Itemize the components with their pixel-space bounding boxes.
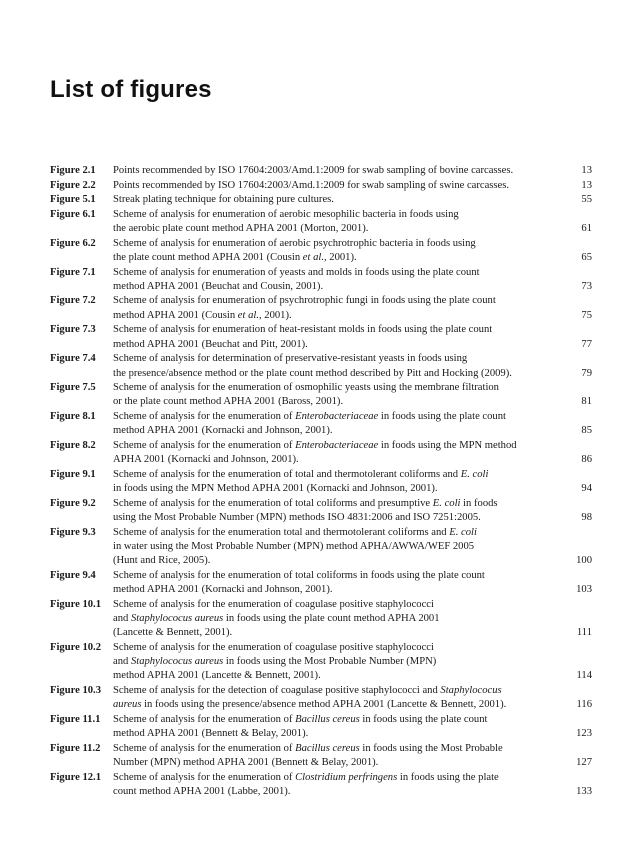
caption-line	[113, 641, 556, 655]
caption-text: Scheme of analysis for the enumeration total and thermotolerant coliforms and	[113, 526, 450, 538]
italic-term: aureus	[113, 699, 142, 711]
caption-text: in foods using the plate count	[378, 411, 506, 423]
italic-term: et al.,	[302, 251, 327, 263]
caption-text: Scheme of analysis for enumeration of heat-resistant molds in foods using the plate count	[113, 324, 493, 336]
caption-text: APHA 2001 (Kornacki and Johnson, 2001).	[113, 454, 299, 466]
caption-line	[113, 756, 556, 770]
italic-term: E. coli	[432, 497, 461, 509]
caption-line	[113, 424, 556, 438]
figure-caption	[113, 569, 562, 598]
caption-line	[113, 237, 556, 251]
figure-entry[interactable]	[50, 164, 592, 178]
caption-text: Scheme of analysis for the enumeration of	[113, 713, 296, 725]
caption-text: in foods using the Most Probable Number (MPN)	[223, 656, 437, 668]
page-number: 98	[581, 511, 592, 523]
figure-caption	[113, 742, 562, 771]
caption-text: Number (MPN) method APHA 2001 (Bennett & Belay, 2001).	[113, 757, 379, 769]
caption-text: Scheme of analysis for enumeration of aerobic psychrotrophic bacteria in foods using	[113, 237, 476, 249]
figure-entry[interactable]	[50, 468, 592, 497]
figure-caption	[113, 713, 562, 742]
figure-entry[interactable]	[50, 208, 592, 237]
figure-label: Figure 12.1	[50, 771, 102, 783]
caption-line	[113, 468, 556, 482]
page-number: 13	[581, 179, 592, 191]
caption-line	[113, 742, 556, 756]
page-number: 114	[576, 670, 592, 682]
caption-line	[113, 352, 556, 366]
figure-label: Figure 7.4	[50, 353, 96, 365]
caption-text: Points recommended by ISO 17604:2003/Amd.1:2009 for swab sampling of swine carcasses.	[113, 179, 510, 191]
caption-line	[113, 338, 556, 352]
figure-entry[interactable]	[50, 237, 592, 266]
caption-text: method APHA 2001 (Beuchat and Cousin, 2001).	[113, 280, 324, 292]
caption-text: Scheme of analysis for determination of preservative-resistant yeasts in foods using	[113, 353, 468, 365]
caption-text: method APHA 2001 (Kornacki and Johnson, 2001).	[113, 425, 333, 437]
caption-text: method APHA 2001 (Cousin	[113, 309, 238, 321]
caption-line	[113, 179, 556, 193]
caption-line	[113, 598, 556, 612]
figure-label: Figure 9.4	[50, 569, 96, 581]
page-number: 127	[576, 757, 592, 769]
caption-text: 2001).	[261, 309, 292, 321]
figure-entry[interactable]	[50, 771, 592, 800]
page-number: 94	[581, 483, 592, 495]
page-number: 123	[576, 728, 592, 740]
figure-label: Figure 8.1	[50, 411, 96, 423]
caption-text: in foods using the Most Probable	[359, 742, 503, 754]
caption-text: Scheme of analysis for the enumeration of	[113, 439, 296, 451]
caption-line	[113, 540, 556, 554]
figure-caption	[113, 179, 562, 193]
figure-caption	[113, 526, 562, 569]
page-number: 65	[581, 251, 592, 263]
caption-text: method APHA 2001 (Kornacki and Johnson, 2001).	[113, 584, 333, 596]
italic-term: Clostridium perfringens	[295, 771, 398, 783]
italic-term: Bacillus cereus	[295, 742, 360, 754]
italic-term: Enterobacteriaceae	[295, 439, 379, 451]
figure-entry[interactable]	[50, 439, 592, 468]
caption-line	[113, 713, 556, 727]
caption-line	[113, 164, 556, 178]
italic-term: Staphylococus	[440, 685, 502, 697]
page-number: 55	[581, 194, 592, 206]
figure-entry[interactable]	[50, 179, 592, 193]
page-number: 86	[581, 454, 592, 466]
caption-line	[113, 511, 556, 525]
caption-line	[113, 655, 556, 669]
figure-label: Figure 7.1	[50, 266, 96, 278]
caption-text: (Hunt and Rice, 2005).	[113, 555, 211, 567]
page-number: 73	[581, 280, 592, 292]
italic-term: Staphylococus aureus	[130, 612, 224, 624]
caption-text: (Lancette & Bennett, 2001).	[113, 627, 233, 639]
figure-label: Figure 9.3	[50, 526, 96, 538]
caption-line	[113, 497, 556, 511]
figure-label: Figure 5.1	[50, 194, 96, 206]
figure-entry[interactable]	[50, 352, 592, 381]
caption-text: Scheme of analysis for the enumeration of total coliforms in foods using the plate count	[113, 569, 485, 581]
caption-line	[113, 626, 556, 640]
figure-entry[interactable]	[50, 569, 592, 598]
figure-entry[interactable]	[50, 266, 592, 295]
caption-line	[113, 309, 556, 323]
caption-line	[113, 222, 556, 236]
figure-label: Figure 10.1	[50, 598, 102, 610]
figure-entry[interactable]	[50, 742, 592, 771]
caption-line	[113, 526, 556, 540]
page-number: 79	[581, 367, 592, 379]
figure-label: Figure 11.2	[50, 742, 101, 754]
caption-text: and	[113, 612, 131, 624]
figure-caption	[113, 323, 562, 352]
page-number: 75	[581, 309, 592, 321]
page-number: 116	[576, 699, 592, 711]
caption-line	[113, 193, 556, 207]
page-number: 81	[581, 396, 592, 408]
figure-label: Figure 2.1	[50, 165, 96, 176]
caption-text: in foods using the plate count method APHA 2001	[223, 612, 440, 624]
caption-text: method APHA 2001 (Bennett & Belay, 2001).	[113, 728, 309, 740]
caption-line	[113, 612, 556, 626]
caption-line	[113, 323, 556, 337]
caption-text: method APHA 2001 (Beuchat and Pitt, 2001).	[113, 338, 308, 350]
caption-line	[113, 698, 556, 712]
figure-label: Figure 9.2	[50, 497, 96, 509]
caption-line	[113, 684, 556, 698]
caption-line	[113, 482, 556, 496]
figure-label: Figure 10.2	[50, 641, 102, 653]
caption-line	[113, 367, 556, 381]
italic-term: Bacillus cereus	[295, 713, 360, 725]
caption-line	[113, 785, 556, 799]
page-number: 85	[581, 425, 592, 437]
caption-text: in water using the Most Probable Number (MPN) method APHA/AWWA/WEF 2005	[113, 540, 475, 552]
figure-caption	[113, 208, 562, 237]
caption-text: Scheme of analysis for the enumeration of total coliforms and presumptive	[113, 497, 433, 509]
figure-entry[interactable]	[50, 526, 592, 569]
figure-entry[interactable]	[50, 294, 592, 323]
figure-entry[interactable]	[50, 193, 592, 207]
page-title: List of figures	[50, 76, 212, 103]
figure-caption	[113, 237, 562, 266]
caption-text: method APHA 2001 (Lancette & Bennett, 2001).	[113, 670, 321, 682]
caption-line	[113, 251, 556, 265]
caption-text: Scheme of analysis for the enumeration of coagulase positive staphylococci	[113, 598, 434, 610]
caption-text: the plate count method APHA 2001 (Cousin	[113, 251, 303, 263]
figure-label: Figure 2.2	[50, 179, 96, 191]
caption-line	[113, 554, 556, 568]
caption-text: using the Most Probable Number (MPN) methods ISO 4831:2006 and ISO 7251:2005.	[113, 511, 481, 523]
figure-list	[50, 164, 592, 800]
caption-line	[113, 727, 556, 741]
figure-caption	[113, 497, 562, 526]
page-number: 100	[576, 555, 592, 567]
figure-label: Figure 11.1	[50, 713, 101, 725]
page-number: 61	[581, 223, 592, 235]
caption-line	[113, 280, 556, 294]
caption-text: 2001).	[326, 251, 357, 263]
caption-text: Scheme of analysis for the detection of coagulase positive staphylococci and	[113, 685, 441, 697]
caption-text: or the plate count method APHA 2001 (Baross, 2001).	[113, 396, 344, 408]
caption-text: Scheme of analysis for the enumeration of osmophilic yeasts using the membrane filtration	[113, 382, 499, 394]
caption-text: Scheme of analysis for the enumeration of	[113, 742, 296, 754]
caption-line	[113, 453, 556, 467]
caption-text: Scheme of analysis for enumeration of psychrotrophic fungi in foods using the plate count	[113, 295, 496, 307]
caption-text: Scheme of analysis for the enumeration of total and thermotolerant coliforms and	[113, 468, 461, 480]
caption-line	[113, 669, 556, 683]
figure-label: Figure 7.3	[50, 324, 96, 336]
figure-label: Figure 7.5	[50, 382, 96, 394]
figure-caption	[113, 381, 562, 410]
figure-entry[interactable]	[50, 641, 592, 684]
figure-caption	[113, 684, 562, 713]
caption-text: the aerobic plate count method APHA 2001 (Morton, 2001).	[113, 223, 369, 235]
figure-caption	[113, 266, 562, 295]
figure-caption	[113, 468, 562, 497]
caption-text: in foods using the MPN Method APHA 2001 (Kornacki and Johnson, 2001).	[113, 483, 438, 495]
caption-text: in foods using the presence/absence method APHA 2001 (Lancette & Bennett, 2001).	[141, 699, 507, 711]
page-number: 103	[576, 584, 592, 596]
caption-text: Scheme of analysis for the enumeration of	[113, 771, 296, 783]
figure-entry[interactable]	[50, 381, 592, 410]
caption-text: Streak plating technique for obtaining pure cultures.	[113, 194, 334, 206]
caption-text: count method APHA 2001 (Labbe, 2001).	[113, 786, 291, 797]
figure-entry[interactable]	[50, 323, 592, 352]
figure-entry[interactable]	[50, 497, 592, 526]
italic-term: E. coli	[449, 526, 477, 538]
caption-line	[113, 583, 556, 597]
caption-line	[113, 439, 556, 453]
figure-label: Figure 10.3	[50, 685, 102, 697]
figure-caption	[113, 352, 562, 381]
figure-label: Figure 6.1	[50, 208, 96, 220]
figure-label: Figure 6.2	[50, 237, 96, 249]
page-number: 13	[581, 165, 592, 176]
caption-line	[113, 410, 556, 424]
italic-term: Staphylococus aureus	[130, 656, 224, 668]
caption-text: Scheme of analysis for enumeration of yeasts and molds in foods using the plate count	[113, 266, 480, 278]
caption-line	[113, 294, 556, 308]
page-number: 133	[576, 786, 592, 797]
caption-text: in foods using the plate count	[359, 713, 488, 725]
caption-text: Scheme of analysis for enumeration of aerobic mesophilic bacteria in foods using	[113, 208, 459, 220]
caption-line	[113, 266, 556, 280]
caption-line	[113, 208, 556, 222]
caption-text: Points recommended by ISO 17604:2003/Amd.1:2009 for swab sampling of bovine carcasses.	[113, 165, 514, 176]
caption-line	[113, 395, 556, 409]
figure-label: Figure 7.2	[50, 295, 96, 307]
caption-text: in foods	[460, 497, 498, 509]
figure-caption	[113, 439, 562, 468]
caption-line	[113, 771, 556, 785]
page-number: 77	[581, 338, 592, 350]
figure-caption	[113, 598, 562, 641]
italic-term: E. coli	[460, 468, 489, 480]
figure-label: Figure 9.1	[50, 468, 96, 480]
figure-entry[interactable]	[50, 713, 592, 742]
caption-text: in foods using the MPN method	[378, 439, 517, 451]
figure-caption	[113, 164, 562, 178]
page-number: 111	[576, 627, 592, 639]
figure-caption	[113, 641, 562, 684]
figure-entry[interactable]	[50, 598, 592, 641]
figure-label: Figure 8.2	[50, 439, 96, 451]
figure-caption	[113, 294, 562, 323]
figure-entry[interactable]	[50, 410, 592, 439]
caption-line	[113, 381, 556, 395]
caption-text: in foods using the plate	[397, 771, 499, 783]
italic-term: et al.,	[237, 309, 262, 321]
figure-caption	[113, 771, 562, 800]
caption-text: the presence/absence method or the plate count method described by Pitt and Hocking (2009).	[113, 367, 512, 379]
caption-text: Scheme of analysis for the enumeration of	[113, 411, 296, 423]
figure-caption	[113, 410, 562, 439]
figure-entry[interactable]	[50, 684, 592, 713]
figure-caption	[113, 193, 562, 207]
italic-term: Enterobacteriaceae	[295, 411, 379, 423]
caption-text: Scheme of analysis for the enumeration of coagulase positive staphylococci	[113, 641, 434, 653]
caption-line	[113, 569, 556, 583]
caption-text: and	[113, 656, 131, 668]
